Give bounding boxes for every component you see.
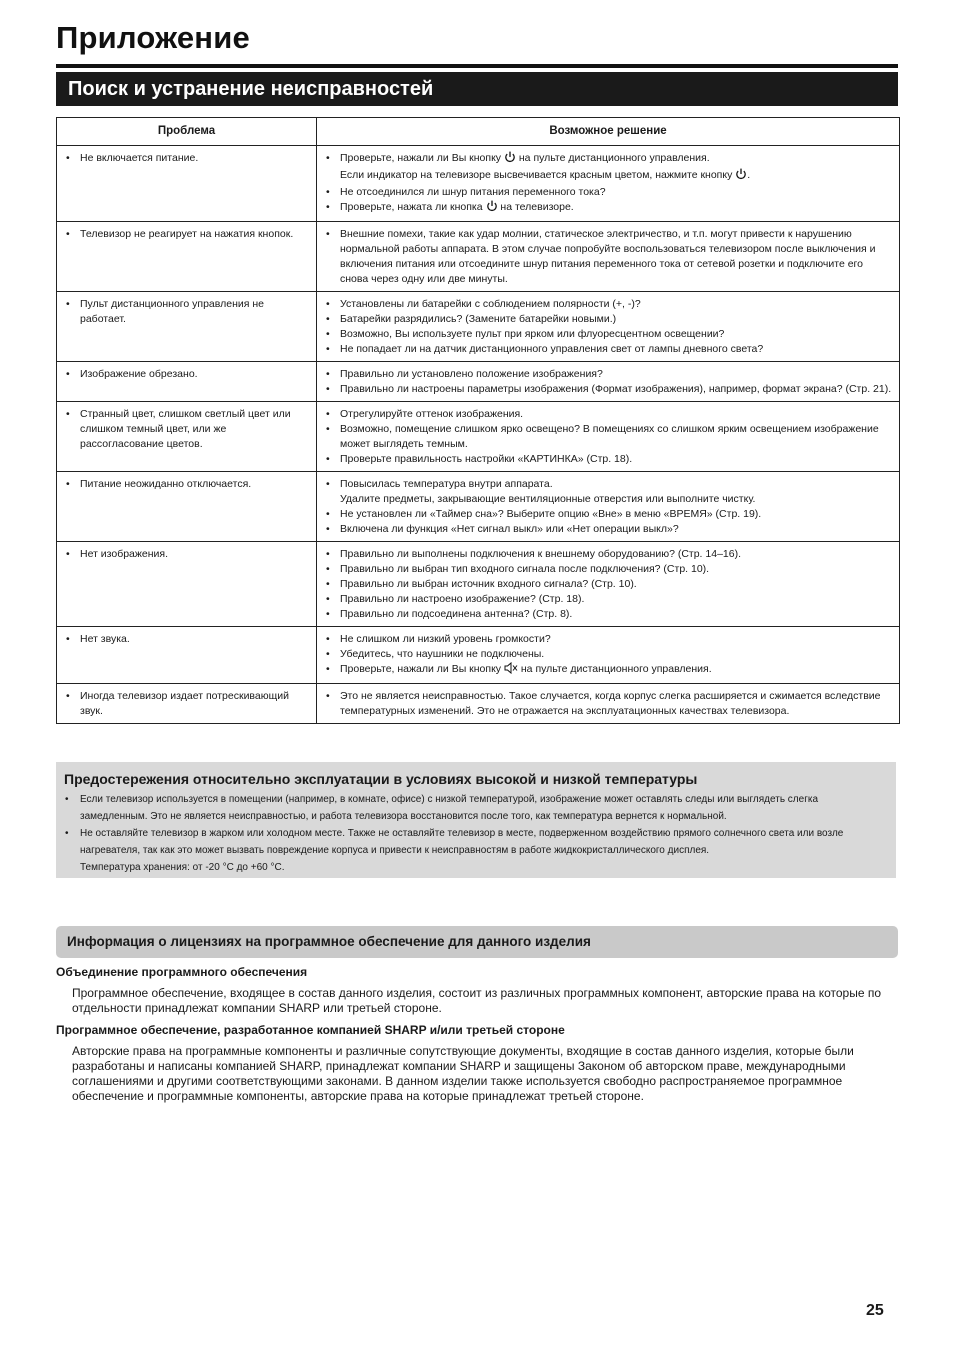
table-row [57,362,900,402]
solution-text: Возможно, Вы используете пульт при ярком или флуоресцентном освещении? [340,328,725,340]
problem-cell [57,684,317,724]
solution-cell [317,684,900,724]
solution-text: Включена ли функция «Нет сигнал выкл» или «Нет операции выкл»? [340,523,679,535]
table-row [57,402,900,472]
license-paragraph-integration: Программное обеспечение, входящее в состав данного изделия, состоит из различных программных компонент, авторские права на которые по отдельности принадлежат компании SHARP или третьей стороне. [72,986,882,1015]
solution-cell [317,292,900,362]
problem-text: • Не включается питание. [80,151,310,166]
solution-item [340,452,893,467]
problem-cell [57,627,317,684]
power-icon [486,200,498,217]
storage-temperature: Температура хранения: от -20 °C до +60 °C. [80,862,285,873]
solution-item [340,647,893,662]
power-icon [504,151,516,168]
column-header-problem: Проблема [57,118,317,146]
solution-text: Отрегулируйте оттенок изображения. [340,408,524,420]
section-heading: Поиск и устранение неисправностей [56,72,898,106]
column-header-solution: Возможное решение [317,118,900,146]
solution-item [340,200,893,217]
solution-text: Правильно ли выполнены подключения к внешнему оборудованию? (Стр. 14–16). [340,548,742,560]
solution-cell [317,542,900,627]
power-icon [735,168,747,185]
solution-text: Батарейки разрядились? (Замените батарейки новыми.) [340,313,617,325]
troubleshooting-table [56,117,900,724]
solution-text: на пульте дистанционного управления. [517,663,712,675]
solution-item [340,185,893,200]
solution-text: Проверьте, нажата ли кнопка [340,201,486,213]
troubleshooting-rows [57,146,900,724]
problem-cell [57,146,317,222]
solution-cell [317,222,900,292]
solution-cell [317,627,900,684]
problem-cell [57,472,317,542]
caution-item-text: Если телевизор используется в помещении (например, в комнате, офисе) с низкой температурой, изображение может оставлять следы или выглядеть слегка замедленным. Это не является неисправностью, и работа телевизора восстановится после того, как температура вернется к нормальной. [80,794,819,822]
caution-item [64,825,888,859]
solution-item [340,477,893,507]
table-row [57,472,900,542]
solution-text: Если индикатор на телевизоре высвечивается красным цветом, нажмите кнопку [340,169,736,181]
problem-cell [57,362,317,402]
solution-text: на пульте дистанционного управления. [515,152,710,164]
solution-item [340,662,893,679]
problem-text: • Изображение обрезано. [80,367,310,382]
solution-text: Не отсоединился ли шнур питания переменного тока? [340,186,606,198]
solution-text: Проверьте, нажали ли Вы кнопку [340,663,504,675]
table-row [57,292,900,362]
solution-item [340,312,893,327]
bullet: • [65,828,69,839]
solution-item [340,327,893,342]
caution-title: Предостережения относительно эксплуатации в условиях высокой и низкой температуры [64,771,698,787]
table-row [57,627,900,684]
table-row [57,684,900,724]
solution-text: Не слишком ли низкий уровень громкости? [340,633,551,645]
solution-text: Внешние помехи, такие как удар молнии, статическое электричество, и т.п. могут привести к нарушению нормальной работы аппарата. В этом случае попробуйте воспользоваться телевизором после выключения и включения питания или отсоедините шнур питания переменного тока от сетевой розетки и подключите его снова через одну или две минуты. [340,228,876,285]
solution-cell [317,472,900,542]
solution-text: Правильно ли подсоединена антенна? (Стр. 8). [340,608,573,620]
solution-item [340,507,893,522]
solution-text: Правильно ли выбран тип входного сигнала после подключения? (Стр. 10). [340,563,710,575]
page-title: Приложение [56,20,250,55]
solution-cell [317,146,900,222]
solution-text: Правильно ли выбран источник входного сигнала? (Стр. 10). [340,578,637,590]
solution-item [340,577,893,592]
solution-cell [317,402,900,472]
solution-text: Удалите предметы, закрывающие вентиляционные отверстия или выполните чистку. [340,493,756,505]
problem-cell [57,222,317,292]
solution-cell [317,362,900,402]
solution-text: Проверьте, нажали ли Вы кнопку [340,152,504,164]
bullet: • [65,794,69,805]
solution-text: Возможно, помещение слишком ярко освещено? В помещениях со слишком ярким освещением изображение может выглядеть темным. [340,423,879,450]
solution-item [340,342,893,357]
solution-text: Установлены ли батарейки с соблюдением полярности (+, -)? [340,298,641,310]
problem-text: • Нет звука. [80,632,310,647]
mute-icon [504,662,518,679]
license-subheading-integration: Объединение программного обеспечения [56,965,308,979]
problem-cell [57,292,317,362]
problem-text: • Телевизор не реагирует на нажатия кнопок. [80,227,310,242]
temperature-caution-box [56,762,896,878]
solution-text: на телевизоре. [497,201,574,213]
problem-text: • Питание неожиданно отключается. [80,477,310,492]
table-header-row [57,118,900,146]
solution-text: Не установлен ли «Таймер сна»? Выберите опцию «Вне» в меню «ВРЕМЯ» (Стр. 19). [340,508,762,520]
solution-item [340,547,893,562]
page-number: 25 [866,1302,884,1319]
solution-text: Правильно ли установлено положение изображения? [340,368,603,380]
solution-item [340,382,893,397]
problem-text: • Странный цвет, слишком светлый цвет или слишком темный цвет, или же рассогласование цветов. [80,407,310,452]
table-row [57,542,900,627]
solution-text: Не попадает ли на датчик дистанционного управления свет от лампы дневного света? [340,343,764,355]
solution-text: Проверьте правильность настройки «КАРТИНКА» (Стр. 18). [340,453,633,465]
solution-text: Правильно ли настроено изображение? (Стр. 18). [340,593,585,605]
solution-item [340,607,893,622]
solution-item [340,689,893,719]
solution-item [340,592,893,607]
caution-item-text: Не оставляйте телевизор в жарком или холодном месте. Также не оставляйте телевизор в месте, подверженном воздействию прямого солнечного света или возле нагревателя, так как это может вызвать повреждение корпуса и привести к неисправностям в работе жидкокристаллического дисплея. [80,828,844,856]
license-heading: Информация о лицензиях на программное обеспечение для данного изделия [56,926,898,958]
solution-text: Повысилась температура внутри аппарата. [340,478,553,490]
caution-item [64,791,888,825]
solution-item [340,407,893,422]
solution-text: Убедитесь, что наушники не подключены. [340,648,545,660]
problem-cell [57,402,317,472]
license-paragraph-sharp: Авторские права на программные компоненты и различные сопутствующие документы, входящие в состав данного изделия, которые были разработаны и написаны компанией SHARP, принадлежат компании SHARP и защищены Законом об авторском праве, международными соглашениями и другими соответствующими законами. В данном изделии также используется свободно распространяемое программное обеспечение и программные компоненты, авторские права на которые принадлежат третьей стороне. [72,1044,854,1103]
table-row [57,222,900,292]
solution-text: Это не является неисправностью. Такое случается, когда корпус слегка расширяется и сжимается вследствие температурных изменений. Это не отражается на эксплуатационных качествах телевизора. [340,690,881,717]
table-row [57,146,900,222]
problem-cell [57,542,317,627]
problem-text: • Пульт дистанционного управления не работает. [80,297,310,327]
solution-item [340,522,893,537]
problem-text: • Нет изображения. [80,547,310,562]
problem-text: • Иногда телевизор издает потрескивающий звук. [80,689,310,719]
license-subheading-sharp: Программное обеспечение, разработанное компанией SHARP и/или третьей стороне [56,1023,565,1037]
solution-item [340,422,893,452]
solution-item [340,151,893,185]
solution-text: Правильно ли настроены параметры изображения (Формат изображения), например, формат экрана? (Стр. 21). [340,383,892,395]
title-rule [56,64,898,68]
solution-item [340,562,893,577]
solution-item [340,297,893,312]
solution-item [340,227,893,287]
solution-text: . [747,169,751,181]
solution-item [340,367,893,382]
solution-item [340,632,893,647]
